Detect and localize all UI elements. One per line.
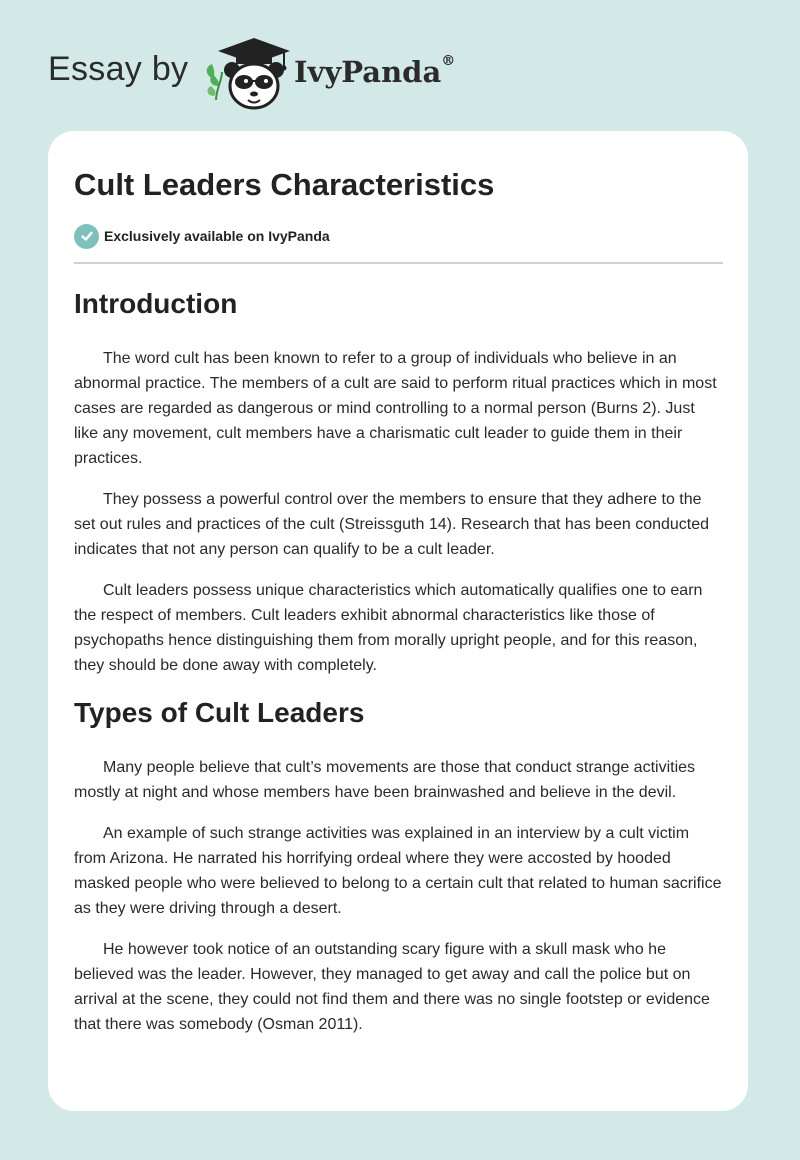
section-types-of-cult-leaders — [74, 696, 723, 1037]
brand-label: IvyPanda — [294, 55, 442, 89]
paragraph: The word cult has been known to refer to a group of individuals who believe in an abnormal practice. The members of a cult are said to perform ritual practices which in most cases are regarded as dangerous or mind controlling to a normal person (Burns 2). Just like any movement, cult members have a charismatic cult leader to guide them in their practices. — [74, 350, 717, 467]
paragraph: Many people believe that cult’s movements are those that conduct strange activities mostly at night and whose members have been brainwashed and believe in the devil. — [74, 759, 696, 801]
check-circle-icon — [74, 224, 99, 249]
paragraph: Cult leaders possess unique characteristics which automatically qualifies one to earn the respect of members. Cult leaders exhibit abnormal characteristics like those of psychopaths hence distinguishing them from morally upright people, and for this reason, they should be done away with completely. — [74, 582, 703, 674]
page-title: Cult Leaders Characteristics — [74, 167, 495, 202]
paragraph: They possess a powerful control over the members to ensure that they adhere to the set out rules and practices of the cult (Streissguth 14). Research that has been conducted indicates that not any person can qualify to be a cult leader. — [74, 491, 710, 558]
essay-card — [48, 131, 748, 1111]
exclusive-badge — [74, 223, 723, 249]
section-heading: Types of Cult Leaders — [74, 697, 365, 728]
essay-by-label: Essay by — [48, 50, 189, 88]
article — [74, 167, 723, 1037]
panda-graduate-logo-icon[interactable] — [202, 34, 292, 114]
registered-mark: ® — [441, 53, 456, 69]
site-header — [48, 34, 508, 114]
brand-name[interactable] — [294, 55, 455, 89]
section-introduction — [74, 287, 723, 678]
divider — [74, 262, 723, 264]
paragraph: An example of such strange activities was explained in an interview by a cult victim from Arizona. He narrated his horrifying ordeal where they were accosted by hooded masked people who were believed to belong to a certain cult that related to human sacrifice as they were driving through a desert. — [74, 825, 722, 917]
paragraph: He however took notice of an outstanding scary figure with a skull mask who he believed was the leader. However, they managed to get away and call the police but on arrival at the scene, they could not find them and there was no single footstep or evidence that there was somebody (Osman 2011). — [74, 941, 710, 1033]
badge-text: Exclusively available on IvyPanda — [104, 228, 330, 244]
section-heading: Introduction — [74, 288, 238, 319]
